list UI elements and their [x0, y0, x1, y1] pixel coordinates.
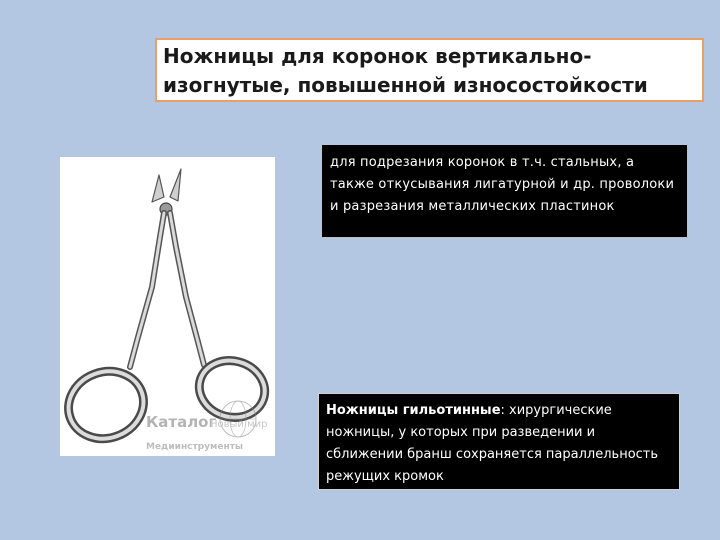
watermark-brand: Каталог [146, 413, 217, 431]
scissors-illustration [60, 157, 275, 456]
watermark-rest: Новый мир [210, 419, 268, 430]
scissors-photo [60, 157, 275, 456]
scissors-icon [60, 169, 271, 449]
slide-title: Ножницы для коронок вертикально- изогнутые, повышенной износостойкости [163, 44, 648, 97]
description-box [322, 145, 688, 238]
description-text: для подрезания коронок в т.ч. стальных, а также откусывания лигатурной и др. проволоки и разрезания металлических пластинок [330, 155, 675, 214]
definition-term: Ножницы гильотинные [326, 403, 501, 418]
definition-text: хирургические ножницы, у которых при разведении и сближении бранш сохраняется параллельность режущих кромок [326, 403, 659, 484]
definition-sep: : [500, 403, 505, 418]
title-box [155, 38, 704, 102]
watermark-line2: Медиинструменты [146, 442, 244, 452]
definition-box [318, 393, 680, 490]
